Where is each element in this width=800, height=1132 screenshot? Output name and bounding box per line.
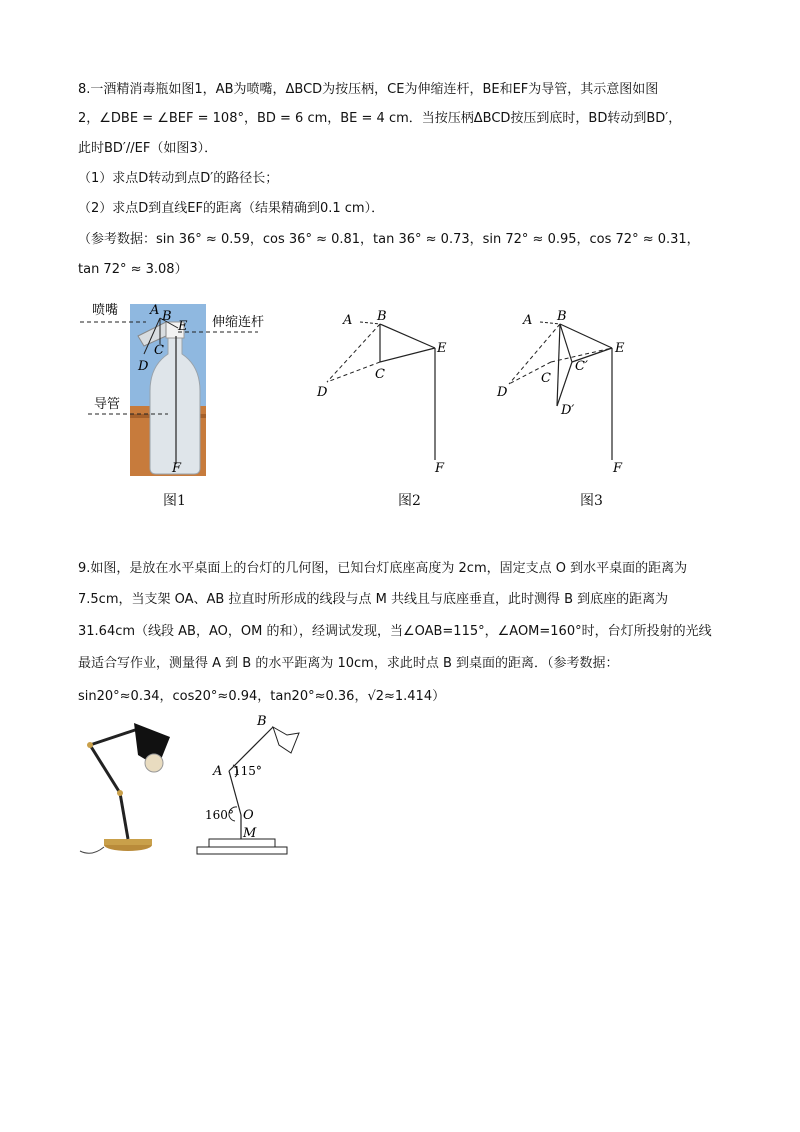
label-tube: 导管 [94,397,121,412]
caption-fig1: 图1 [163,493,186,509]
caption-fig3: 图3 [580,493,603,509]
svg-text:C: C [541,371,551,386]
segment-cd [327,362,380,382]
label-rod: 伸缩连杆 [212,315,265,330]
svg-text:115°: 115° [233,764,262,778]
svg-text:A: A [150,303,160,318]
q8-line-2: 2，∠DBE = ∠BEF = 108°，BD = 6 cm，BE = 4 cm．当按压柄ΔBCD按压到底时，BD转动到BD′， [78,111,682,126]
svg-text:160°: 160° [205,808,234,822]
svg-text:B: B [162,309,172,324]
svg-text:E: E [178,319,188,334]
segment-be [380,324,435,348]
desk-surface [197,847,287,854]
svg-text:D: D [138,359,149,374]
segment-bd [327,324,380,382]
q8-line-5: （2）求点D到直线EF的距离（结果精确到0.1 cm）． [78,201,385,216]
svg-text:A: A [343,313,353,328]
q8-line-3: 此时BD′//EF（如图3）． [78,141,218,156]
svg-text:A: A [523,313,533,328]
svg-text:B: B [257,715,267,729]
lamp-lower-arm [120,793,128,839]
lamp-base-rect [209,839,275,847]
q8-line-6: （参考数据：sin 36° ≈ 0.59，cos 36° ≈ 0.81，tan 36° ≈ 0.73，sin 72° ≈ 0.95，cos 72° ≈ 0.31， [78,232,700,247]
svg-text:C: C [154,343,164,358]
svg-text:B: B [557,309,567,324]
caption-fig2: 图2 [398,493,421,509]
q9-line-4: 最适合写作业，测量得 A 到 B 的水平距离为 10cm，求此时点 B 到桌面的距离．（参考数据： [78,656,619,671]
svg-text:D′: D′ [561,403,575,418]
lamp-bulb [145,754,163,772]
q9-line-3: 31.64cm（线段 AB，AO，OM 的和），经调试发现，当∠OAB=115°，∠AOM=160°时，台灯所投射的光线 [78,624,712,639]
svg-text:F: F [172,461,182,476]
lamp-head [273,727,299,753]
svg-text:O: O [243,808,254,823]
svg-text:D: D [497,385,508,400]
label-nozzle: 喷嘴 [92,303,119,318]
svg-text:F: F [435,461,445,475]
svg-text:D: D [317,385,328,400]
svg-text:C′: C′ [575,359,588,374]
q8-line-7: tan 72° ≈ 3.08） [78,262,188,277]
svg-text:A: A [213,764,223,779]
lamp-photo [78,715,178,860]
q9-line-5: sin20°≈0.34，cos20°≈0.94，tan20°≈0.36，√2≈1.414） [78,689,446,704]
q8-line-4: （1）求点D转动到点D′的路径长； [78,171,279,186]
svg-text:E: E [437,341,447,356]
segment-bd-prime [557,324,560,406]
q8-line-1: 8.一酒精消毒瓶如图1，AB为喷嘴，ΔBCD为按压柄，CE为伸缩连杆，BE和EF为导管，其示意图如图 [78,82,659,97]
segment-ce [380,348,435,362]
svg-text:M: M [243,826,257,841]
lamp-upper-arm [90,729,138,745]
q9-line-1: 9.如图，是放在水平桌面上的台灯的几何图，已知台灯底座高度为 2cm，固定支点 O 到水平桌面的距离为 [78,561,688,576]
lamp-mid-arm [90,745,120,793]
lamp-diagram [195,715,300,860]
figure-2-diagram [305,300,475,475]
svg-text:B: B [377,309,387,324]
figure-1-spray-bottle [78,296,298,481]
svg-text:F: F [613,461,623,475]
q9-line-2: 7.5cm，当支架 OA、AB 拉直时所形成的线段与点 M 共线且与底座垂直，此时测得 B 到底座的距离为 [78,592,669,607]
figure-3-diagram [485,300,655,475]
svg-text:E: E [615,341,625,356]
svg-text:C: C [375,367,385,382]
